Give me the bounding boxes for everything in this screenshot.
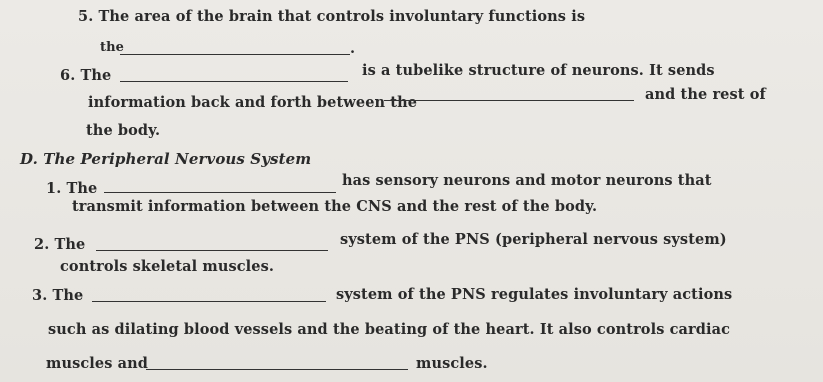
d2-line2: controls skeletal muscles.: [60, 258, 275, 275]
q6-line2-pre: information back and forth between the: [88, 94, 418, 111]
d1-line1-post: has sensory neurons and motor neurons that: [342, 172, 712, 189]
q5-answer-blank[interactable]: [120, 54, 350, 55]
d3-line1-pre: 3. The: [32, 287, 84, 304]
d3-line1-post: system of the PNS regulates involuntary actions: [336, 286, 733, 303]
d1-line1-pre: 1. The: [46, 180, 98, 197]
d2-line1-pre: 2. The: [34, 236, 86, 253]
q6-line2-post: and the rest of: [645, 86, 766, 103]
q5-line1: 5. The area of the brain that controls involuntary functions is: [78, 8, 586, 25]
q6-answer-blank-2[interactable]: [384, 100, 634, 101]
q6-line1-post: is a tubelike structure of neurons. It sends: [362, 62, 715, 79]
d3-line3-post: muscles.: [416, 355, 488, 372]
d3-answer-blank-1[interactable]: [92, 301, 326, 302]
d3-line2: such as dilating blood vessels and the beating of the heart. It also controls cardiac: [48, 321, 731, 338]
q5-line2-post: .: [350, 40, 356, 57]
q6-line3: the body.: [86, 122, 161, 139]
d3-line3-pre: muscles and: [46, 355, 148, 372]
d1-line2: transmit information between the CNS and the rest of the body.: [72, 198, 598, 215]
q6-line1-pre: 6. The: [60, 67, 112, 84]
q6-answer-blank-1[interactable]: [120, 81, 348, 82]
d2-answer-blank[interactable]: [96, 250, 328, 251]
d1-answer-blank[interactable]: [104, 192, 336, 193]
d2-line1-post: system of the PNS (peripheral nervous system): [340, 231, 727, 248]
section-d-heading: D. The Peripheral Nervous System: [20, 150, 312, 168]
q5-line2-pre: the: [100, 40, 125, 55]
d3-answer-blank-2[interactable]: [146, 369, 408, 370]
